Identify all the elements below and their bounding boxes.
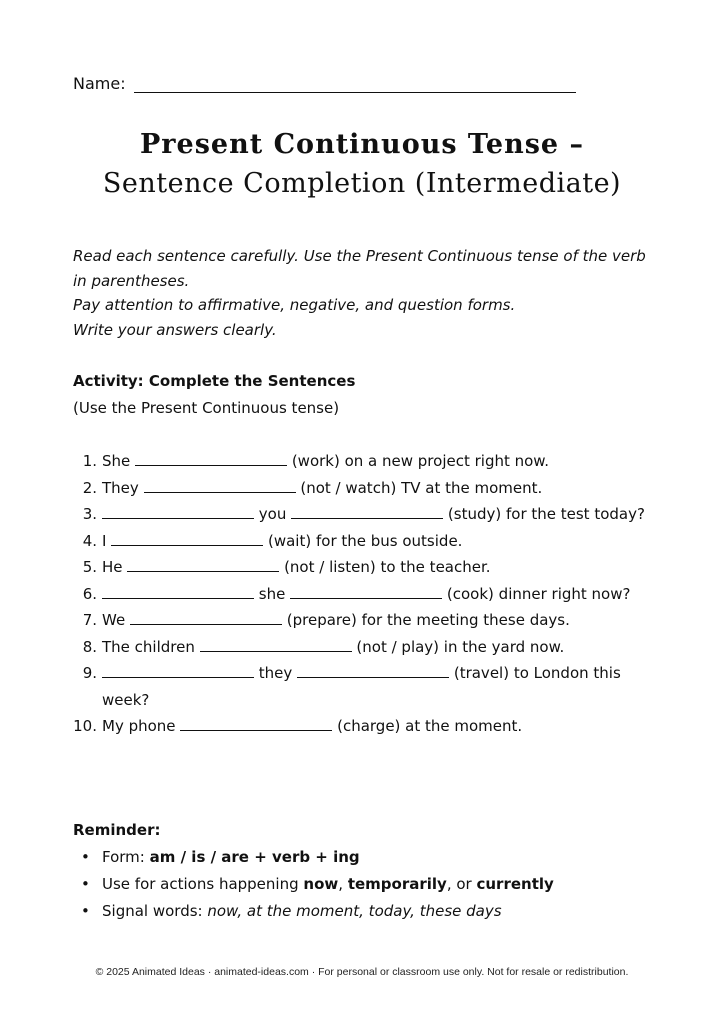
- exercise-item: [73, 501, 663, 528]
- item-text-start: she: [258, 584, 286, 603]
- exercise-item: [73, 660, 663, 713]
- instruction-2: Pay attention to affirmative, negative, and question forms.: [73, 296, 516, 314]
- exercise-list: [73, 448, 663, 740]
- item-number: 10.: [73, 717, 97, 735]
- exercise-item: [73, 581, 663, 608]
- activity-heading: Activity: Complete the Sentences: [73, 372, 356, 390]
- instruction-3: Write your answers clearly.: [73, 320, 277, 339]
- item-text-start: they: [258, 664, 293, 682]
- answer-blank: [200, 637, 352, 652]
- item-text-end: (wait) for the bus outside.: [268, 531, 463, 550]
- use-separator: , or: [446, 875, 472, 893]
- reminder-use: [73, 871, 554, 898]
- name-row: [73, 74, 576, 93]
- item-number: 9.: [82, 664, 97, 682]
- item-number: 8.: [82, 637, 97, 656]
- item-text-end: (not / play) in the yard now.: [356, 637, 565, 656]
- use-word-now: now: [303, 875, 339, 893]
- reminder-list: [73, 844, 554, 925]
- item-text-start: I: [102, 531, 107, 550]
- item-number: 4.: [82, 531, 97, 550]
- item-text-start: They: [102, 478, 139, 497]
- item-number: 2.: [82, 478, 97, 497]
- title-line-2: Sentence Completion (Intermediate): [102, 168, 622, 199]
- answer-blank: [135, 451, 287, 466]
- answer-blank: [180, 716, 332, 731]
- exercise-item: [73, 713, 663, 740]
- name-line: [134, 76, 576, 93]
- use-separator: ,: [338, 875, 344, 893]
- item-text-end: (travel) to London this week?: [102, 664, 621, 709]
- form-value: am / is / are + verb + ing: [149, 848, 360, 866]
- item-text-start: We: [102, 611, 126, 629]
- answer-blank: [127, 557, 279, 572]
- item-number: 7.: [82, 611, 97, 629]
- item-text-start: The children: [102, 637, 195, 656]
- item-text-end: (not / watch) TV at the moment.: [300, 478, 543, 497]
- footer-copyright: © 2025 Animated Ideas · animated-ideas.com · For personal or classroom use only. Not for resale or redistribution.: [95, 966, 629, 978]
- exercise-item: [73, 475, 663, 502]
- item-text-end: (study) for the test today?: [447, 505, 645, 523]
- item-text-start: He: [102, 558, 123, 576]
- signal-label: Signal words:: [102, 902, 203, 920]
- exercise-item: [73, 634, 663, 661]
- answer-blank: [291, 504, 443, 519]
- item-text-end: (work) on a new project right now.: [291, 452, 549, 470]
- item-number: 3.: [82, 505, 97, 523]
- item-text-end: (cook) dinner right now?: [446, 584, 631, 603]
- instruction-1: Read each sentence carefully. Use the Present Continuous tense of the verb in parentheses.: [73, 247, 646, 290]
- instructions: [73, 244, 663, 342]
- activity-subheading: (Use the Present Continuous tense): [73, 399, 340, 417]
- answer-blank: [102, 584, 254, 599]
- answer-blank: [144, 478, 296, 493]
- answer-blank: [102, 663, 254, 678]
- signal-value: now, at the moment, today, these days: [207, 902, 502, 920]
- worksheet-title: [0, 126, 724, 204]
- exercise-item: [73, 448, 663, 475]
- answer-blank: [297, 663, 449, 678]
- item-text-start: She: [102, 452, 131, 470]
- exercise-item: [73, 528, 663, 555]
- reminder-heading: Reminder:: [73, 821, 161, 839]
- item-text-end: (prepare) for the meeting these days.: [286, 611, 570, 629]
- use-word-temporarily: temporarily: [347, 875, 447, 893]
- use-prefix: Use for actions happening: [102, 875, 299, 893]
- reminder-signal-words: [73, 898, 554, 925]
- use-word-currently: currently: [476, 875, 554, 893]
- reminder-form: [73, 844, 554, 871]
- item-number: 5.: [82, 558, 97, 576]
- item-text-start: you: [258, 505, 287, 523]
- title-line-1: Present Continuous Tense –: [139, 129, 585, 160]
- answer-blank: [102, 504, 254, 519]
- item-number: 6.: [82, 584, 97, 603]
- exercise-item: [73, 554, 663, 581]
- item-text-end: (charge) at the moment.: [337, 717, 523, 735]
- item-text-start: My phone: [102, 717, 176, 735]
- form-label: Form:: [102, 848, 145, 866]
- answer-blank: [130, 610, 282, 625]
- item-number: 1.: [82, 452, 97, 470]
- answer-blank: [111, 531, 263, 546]
- exercise-item: [73, 607, 663, 634]
- name-label: Name:: [73, 74, 126, 93]
- item-text-end: (not / listen) to the teacher.: [284, 558, 491, 576]
- answer-blank: [290, 584, 442, 599]
